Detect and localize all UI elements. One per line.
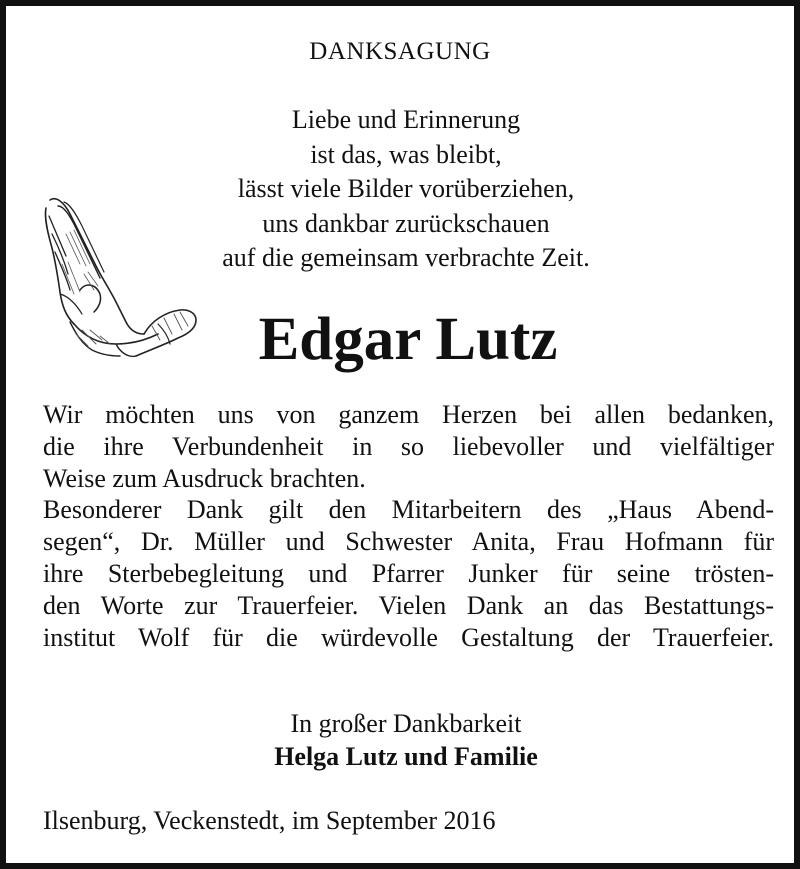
body-line: Wir möchten uns von ganzem Herzen bei allen bedanken,: [43, 400, 774, 429]
body-line: segen“, Dr. Müller und Schwester Anita, Frau Hofmann für: [43, 527, 774, 557]
poem-line: lässt viele Bilder vorüberziehen,: [237, 174, 575, 203]
closing-block: [6, 707, 800, 773]
place-date: Ilsenburg, Veckenstedt, im September 2016: [43, 806, 496, 835]
body-line: ihre Sterbebegleitung und Pfarrer Junker für seine trösten-: [43, 558, 774, 588]
closing-phrase: In großer Dankbarkeit: [290, 709, 522, 738]
memorial-poem: [166, 103, 646, 276]
deceased-name: Edgar Lutz: [258, 306, 558, 373]
signers: Helga Lutz und Familie: [274, 742, 538, 771]
poem-line: Liebe und Erinnerung: [291, 105, 521, 134]
poem-line: ist das, was bleibt,: [310, 139, 502, 169]
body-line: institut Wolf für die würdevolle Gestaltung der Trauerfeier.: [43, 622, 774, 652]
body-line: Weise zum Ausdruck brachten.: [43, 463, 366, 493]
notice-heading: DANKSAGUNG: [309, 38, 491, 65]
body-line: Besonderer Dank gilt den Mitarbeitern des „Haus Abend-: [43, 495, 774, 525]
body-line: den Worte zur Trauerfeier. Vielen Dank an das Bestattungs-: [43, 590, 774, 620]
poem-line: uns dankbar zurückschauen: [262, 208, 550, 238]
body-line: die ihre Verbundenheit in so liebevoller und vielfältiger: [43, 431, 774, 461]
thank-you-text: [43, 399, 774, 653]
poem-line: auf die gemeinsam verbrachte Zeit.: [222, 243, 590, 272]
